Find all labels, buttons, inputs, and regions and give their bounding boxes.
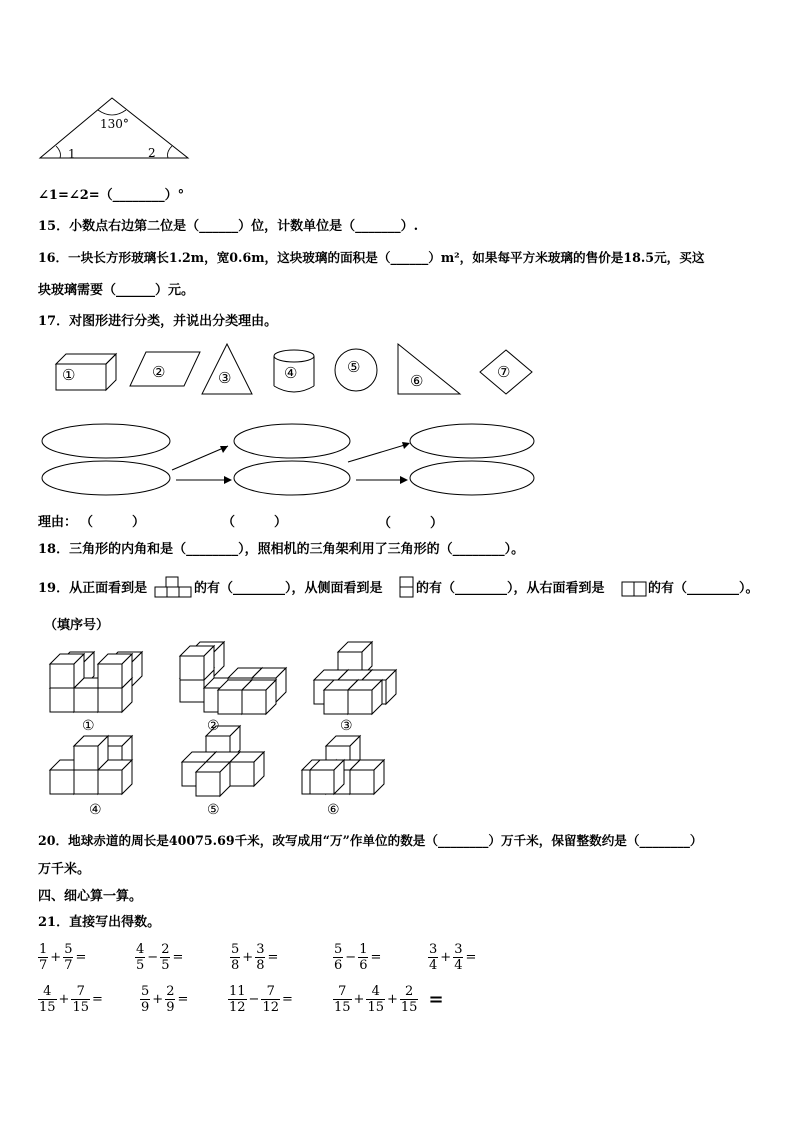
section-4-heading: 四、细心算一算。 bbox=[38, 889, 143, 904]
figure-label-6: ⑥ bbox=[327, 802, 340, 818]
q17-text: 17．对图形进行分类，并说出分类理由。 bbox=[38, 314, 278, 329]
fraction-expression-row1-1: 1 7 + $\frac{5}{7}$ = bbox=[39, 942, 87, 973]
fraction-expression-row2-2: 5 9 + $\frac{2}{9}$ = bbox=[141, 984, 189, 1015]
shape-label-6: ⑥ bbox=[410, 372, 424, 390]
q15-text: 15．小数点右边第二位是（______）位，计数单位是（_______）. bbox=[38, 219, 419, 234]
figure-label-5: ⑤ bbox=[207, 802, 220, 818]
figure-label-3: ③ bbox=[340, 718, 353, 734]
reason-blank-3: （ ） bbox=[378, 516, 444, 531]
figure-label-1: ① bbox=[82, 718, 95, 734]
shape-label-3: ③ bbox=[218, 369, 232, 387]
q20-line1: 20．地球赤道的周长是40075.69千米，改写成用“万”作单位的数是（________）万千米，保留整数约是（________） bbox=[38, 833, 703, 848]
q19-part1: 19．从正面看到是 bbox=[38, 581, 148, 596]
q16-line2: 块玻璃需要（______）元。 bbox=[38, 283, 195, 298]
fraction-expression-row1-4: 5 6 − $\frac{1}{6}$ = bbox=[334, 942, 382, 973]
shape-label-4: ④ bbox=[284, 364, 298, 382]
fraction-expression-row2-3: 11 12 − $\frac{7}{12}$ = bbox=[229, 984, 293, 1015]
reason-blank-1: （ ） bbox=[80, 515, 146, 530]
q19-part4: 的有（________）。 bbox=[648, 581, 759, 596]
fraction-expression-row1-5: 3 4 + $\frac{3}{4}$ = bbox=[429, 942, 477, 973]
q19-part2: 的有（________），从侧面看到是 bbox=[194, 581, 383, 596]
q19-part3: 的有（________），从右面看到是 bbox=[416, 581, 605, 596]
reason-blank-2: （ ） bbox=[222, 515, 288, 530]
reason-label: 理由： bbox=[38, 515, 78, 530]
fraction-expression-row2-1: 4 15 + $\frac{7}{15}$ = bbox=[39, 984, 103, 1015]
shape-label-7: ⑦ bbox=[497, 363, 511, 381]
figure-label-4: ④ bbox=[89, 802, 102, 818]
q20-line2: 万千米。 bbox=[38, 862, 91, 877]
q14-answer: ∠1=∠2=（________）° bbox=[38, 188, 185, 203]
shape-label-2: ② bbox=[152, 363, 166, 381]
fraction-expression-row1-2: 4 5 − $\frac{2}{5}$ = bbox=[136, 942, 184, 973]
shape-label-1: ① bbox=[62, 366, 76, 384]
angle-2-label: 2 bbox=[148, 146, 156, 160]
figure-label-2: ② bbox=[207, 718, 220, 734]
angle-top-label: 130° bbox=[100, 117, 129, 131]
shape-label-5: ⑤ bbox=[347, 358, 361, 376]
q19-hint: （填序号） bbox=[44, 618, 110, 633]
angle-1-label: 1 bbox=[68, 147, 76, 161]
fraction-expression-triple: 7 15 + $\frac{4}{15}$ + $\frac{2}{15}$ = bbox=[334, 984, 444, 1015]
q18-text: 18．三角形的内角和是（________），照相机的三角架利用了三角形的（________）。 bbox=[38, 542, 525, 557]
q21-text: 21．直接写出得数。 bbox=[38, 915, 161, 930]
fraction-expression-row1-3: 5 8 + $\frac{3}{8}$ = bbox=[231, 942, 279, 973]
q16-line1: 16．一块长方形玻璃长1.2m，宽0.6m，这块玻璃的面积是（______）m²，如果每平方米玻璃的售价是18.5元，买这 bbox=[38, 250, 705, 265]
